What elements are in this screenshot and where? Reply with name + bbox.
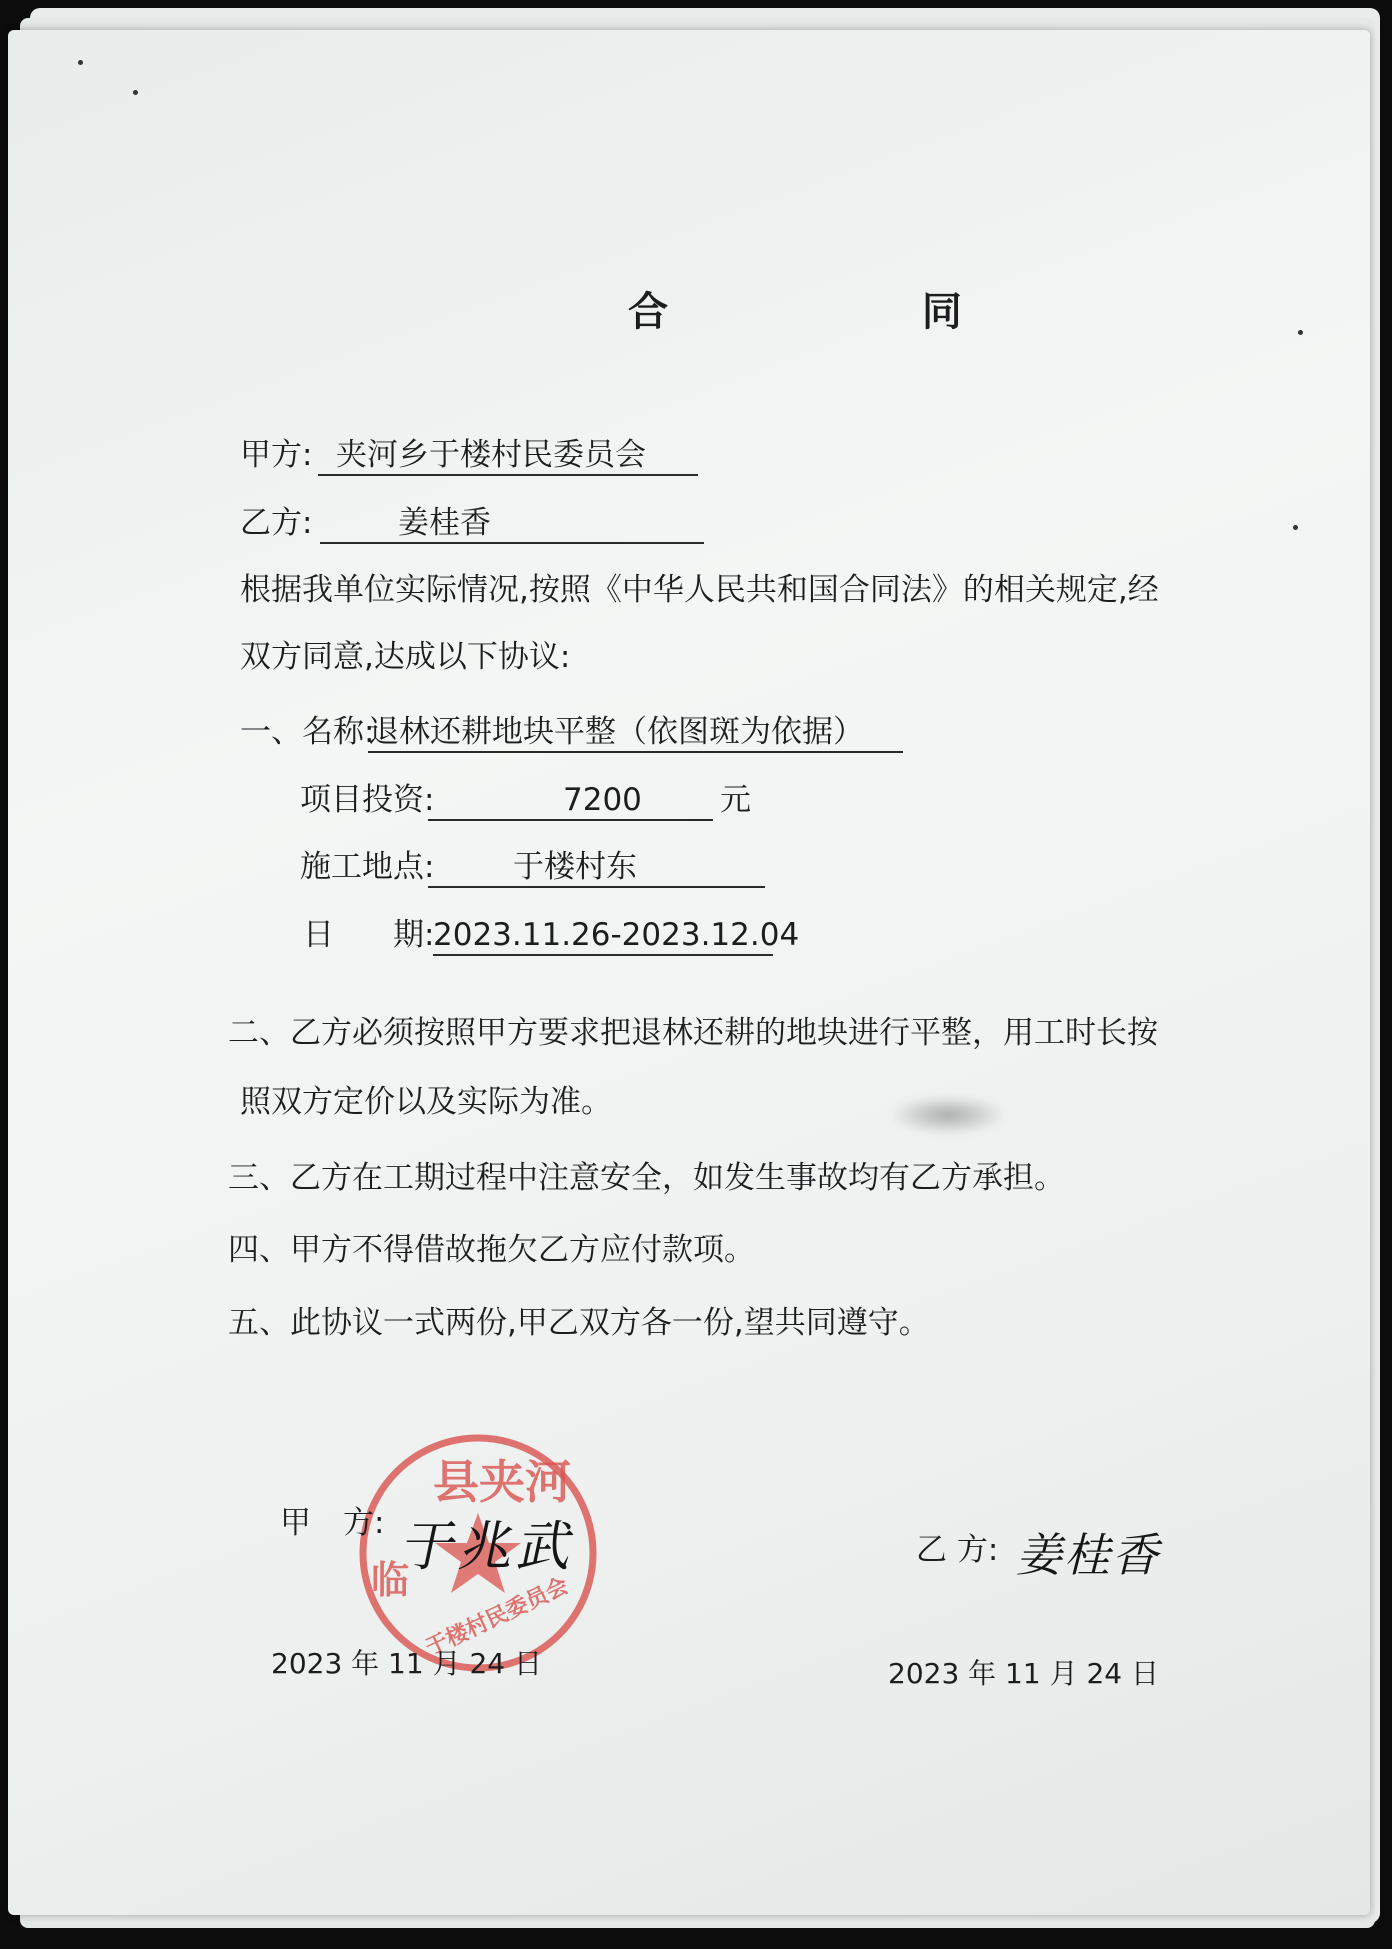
investment-value: 7200 [428,785,713,821]
sign-b-date: 2023 年 11 月 24 日 [888,1657,1160,1690]
sign-a-handwriting: 于兆武 [396,1515,584,1578]
party-a-name: 夹河乡于楼村民委员会 [318,440,698,476]
party-b-value [320,505,704,544]
clause-1-prefix: 一、名称: [240,714,375,750]
location-value: 于楼村东 [428,852,765,888]
sign-a-label-2: 方: [343,1505,385,1541]
seal-text-bottom: 于楼村民委员会 [422,1573,573,1662]
investment-unit: 元 [720,782,751,818]
clause-5: 五、此协议一式两份,甲乙双方各一份,望共同遵守。 [228,1305,930,1341]
location-label: 施工地点: [300,849,435,885]
speck [78,60,83,65]
investment-value-wrap [428,782,713,821]
clause-1-name-wrap [368,714,903,753]
sign-a-date: 2023 年 11 月 24 日 [271,1647,543,1680]
ink-smudge [888,1095,1008,1135]
party-a-label: 甲方: [240,437,313,473]
speck [133,90,138,95]
contract-title: 合 同 [628,289,1082,335]
party-b-label: 乙方: [240,505,313,541]
intro-line-2: 双方同意,达成以下协议: [240,639,571,675]
seal-text-top: 县夹河 [433,1455,571,1509]
speck [1293,525,1298,530]
date-label-day: 日 [303,917,334,953]
clause-1-name: 退林还耕地块平整（依图斑为依据） [368,717,903,753]
speck [1298,330,1303,335]
date-label-period: 期: [393,917,435,953]
clause-2-line-1: 二、乙方必须按照甲方要求把退林还耕的地块进行平整，用工时长按 [228,1015,1158,1051]
party-a-value [318,437,698,476]
sign-b-label: 乙 方: [916,1532,999,1568]
date-value-wrap [433,917,800,956]
clause-2-line-2: 照双方定价以及实际为准。 [240,1084,612,1120]
clause-4: 四、甲方不得借故拖欠乙方应付款项。 [228,1232,755,1268]
investment-label: 项目投资: [300,782,435,818]
party-b-name: 姜桂香 [320,508,704,544]
seal-text-left: 临 [371,1558,410,1602]
contract-sheet [8,30,1370,1915]
sign-a-label-1: 甲 [280,1505,311,1541]
sign-b-handwriting: 姜桂香 [1013,1528,1171,1582]
clause-3: 三、乙方在工期过程中注意安全，如发生事故均有乙方承担。 [228,1160,1065,1196]
location-value-wrap [428,849,765,888]
date-value: 2023.11.26-2023.12.04 [433,920,773,956]
intro-line-1: 根据我单位实际情况,按照《中华人民共和国合同法》的相关规定,经 [240,572,1159,608]
